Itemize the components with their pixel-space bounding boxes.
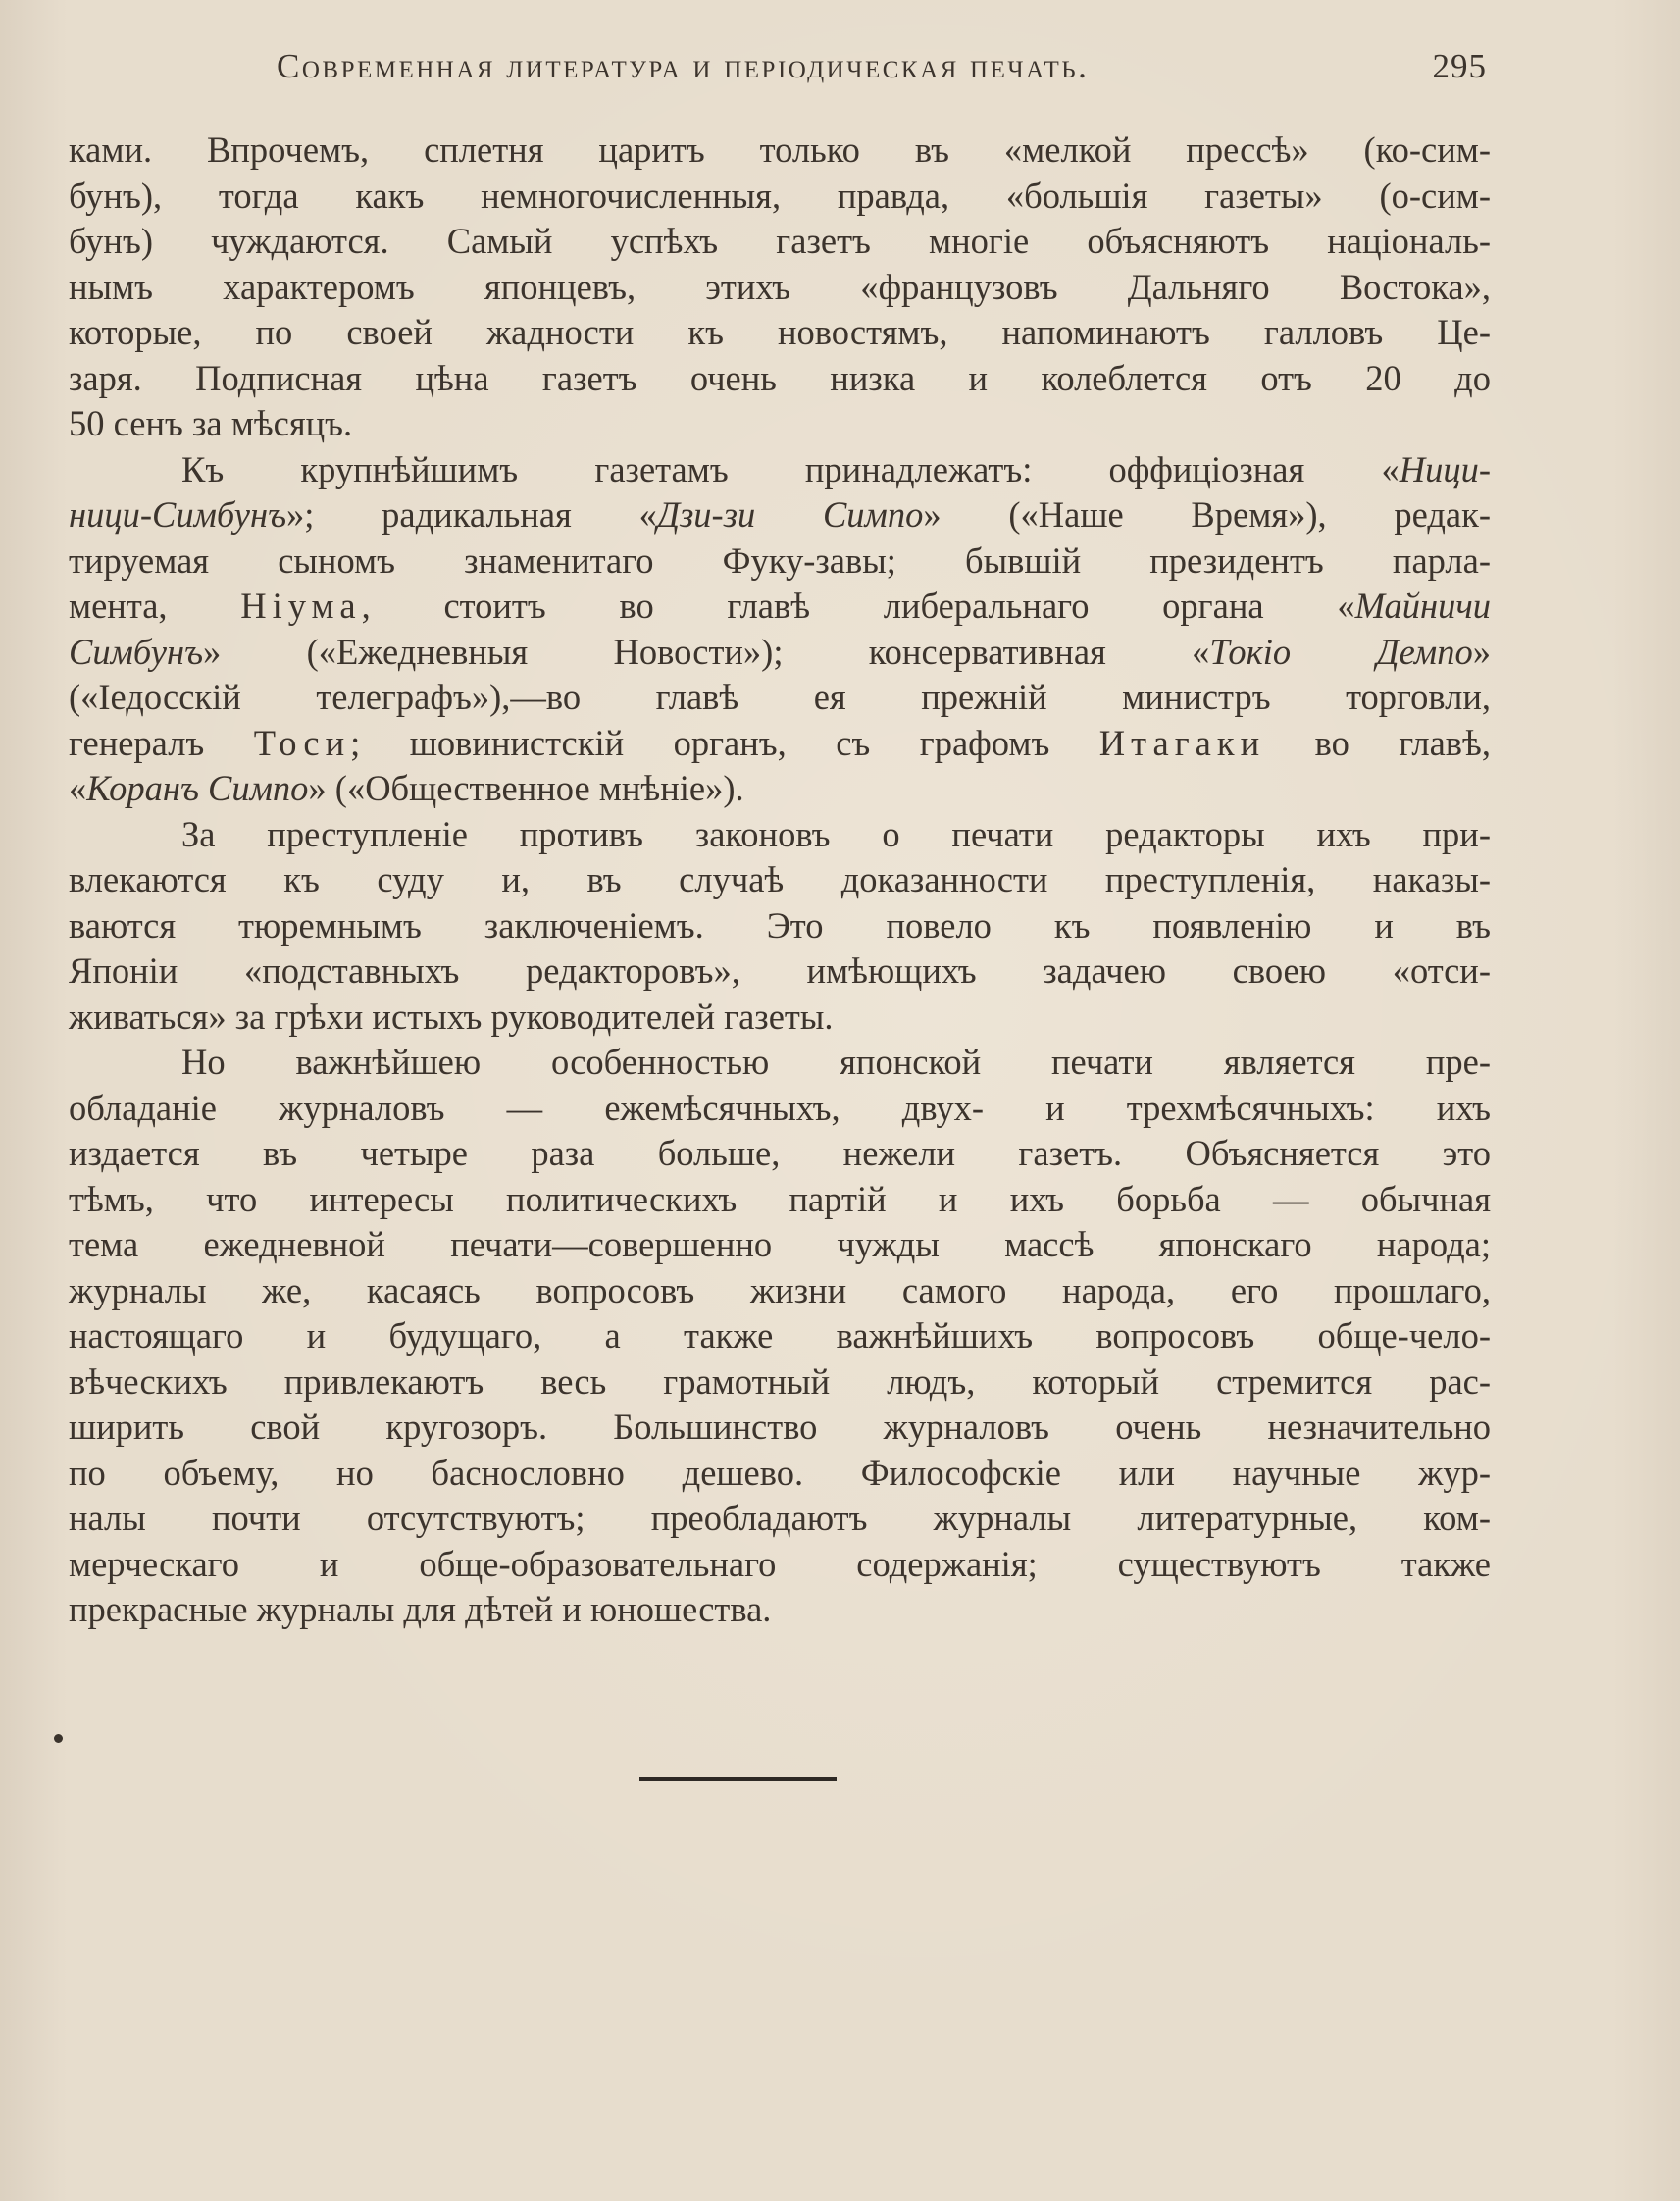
person-name: Ніума bbox=[240, 586, 362, 626]
text-line: генералъ Тоси; шовинистскій органъ, съ графомъ Итагаки во главѣ, bbox=[69, 722, 1491, 763]
text-line: тема ежедневной печати—совершенно чужды массѣ японскаго народа; bbox=[69, 1224, 1491, 1264]
person-name: Итагаки bbox=[1098, 722, 1266, 763]
text-line: влекаются къ суду и, въ случаѣ доказанности преступленія, наказы- bbox=[69, 859, 1491, 899]
text-line: «Коранъ Симпо» («Общественное мнѣніе»). bbox=[69, 768, 744, 808]
text-line: («Іедосскій телеграфъ»),—во главѣ ея прежній министръ торговли, bbox=[69, 677, 1491, 717]
text-line: тѣмъ, что интересы политическихъ партій и ихъ борьба — обычная bbox=[69, 1178, 1491, 1219]
ink-spot bbox=[54, 1734, 63, 1743]
paragraph bbox=[69, 447, 1491, 812]
text-line: Японіи «подставныхъ редакторовъ», имѣющихъ задачею своею «отси- bbox=[69, 950, 1491, 991]
newspaper-title: ници-Симбунъ bbox=[69, 494, 287, 535]
text-body bbox=[69, 128, 1491, 1633]
text-line: ками. Впрочемъ, сплетня царитъ только въ «мелкой прессѣ» (ко-сим- bbox=[69, 129, 1491, 170]
text-line: бунъ) чуждаются. Самый успѣхъ газетъ многіе объясняютъ національ- bbox=[69, 221, 1491, 261]
text-line: ширить свой кругозоръ. Большинство журналовъ очень незначительно bbox=[69, 1407, 1491, 1447]
text-line: бунъ), тогда какъ немногочисленныя, правда, «большія газеты» (о-сим- bbox=[69, 175, 1491, 216]
text-line: тируемая сыномъ знаменитаго Фуку-завы; бывшій президентъ парла- bbox=[69, 539, 1491, 581]
text-line: которые, по своей жадности къ новостямъ, напоминаютъ галловъ Це- bbox=[69, 312, 1491, 352]
newspaper-title: Майничи bbox=[1354, 586, 1491, 626]
text-line: журналы же, касаясь вопросовъ жизни самого народа, его прошлаго, bbox=[69, 1269, 1491, 1310]
text-line: издается въ четыре раза больше, нежели газетъ. Объясняется это bbox=[69, 1133, 1491, 1173]
text-line: налы почти отсутствуютъ; преобладаютъ журналы литературные, ком- bbox=[69, 1498, 1491, 1538]
text-line: мента, Ніума, стоитъ во главѣ либеральнаго органа «Майничи bbox=[69, 586, 1491, 626]
text-line: Симбунъ» («Ежедневныя Новости»); консервативная «Токіо Демпо» bbox=[69, 631, 1491, 672]
page-number: 295 bbox=[1432, 47, 1487, 85]
text-line: обладаніе журналовъ — ежемѣсячныхъ, двух- и трехмѣсячныхъ: ихъ bbox=[69, 1087, 1491, 1128]
newspaper-title: Дзи-зи Симпо bbox=[656, 494, 924, 535]
paragraph bbox=[69, 128, 1491, 447]
newspaper-title: Ници- bbox=[1399, 448, 1491, 489]
running-title: Современная литература и періодическая печать. bbox=[277, 47, 1090, 85]
paragraph bbox=[69, 812, 1491, 1041]
text-line: настоящаго и будущаго, а также важнѣйшихъ вопросовъ обще-чело- bbox=[69, 1315, 1491, 1356]
person-name: Тоси bbox=[253, 722, 351, 763]
newspaper-title: Коранъ Симпо bbox=[86, 768, 309, 808]
text-line: ници-Симбунъ»; радикальная «Дзи-зи Симпо» («Наше Время»), редак- bbox=[69, 494, 1492, 535]
newspaper-title: Симбунъ bbox=[69, 631, 204, 672]
text-line: прекрасные журналы для дѣтей и юношества. bbox=[69, 1589, 772, 1629]
text-line: вѣческихъ привлекаютъ весь грамотный людъ, который стремится рас- bbox=[69, 1360, 1491, 1402]
text-line: заря. Подписная цѣна газетъ очень низка и колеблется отъ 20 до bbox=[69, 357, 1491, 398]
text-line: Къ крупнѣйшимъ газетамъ принадлежатъ: оффиціозная «Ници- bbox=[181, 448, 1491, 489]
section-end-rule bbox=[639, 1777, 837, 1781]
text-line: 50 сенъ за мѣсяцъ. bbox=[69, 403, 353, 443]
text-line: мерческаго и обще-образовательнаго содержанія; существуютъ также bbox=[69, 1543, 1491, 1584]
text-line: по объему, но баснословно дешево. Философскіе или научные жур- bbox=[69, 1452, 1491, 1493]
text-line: ваются тюремнымъ заключеніемъ. Это повело къ появленію и въ bbox=[69, 904, 1491, 946]
text-line: Но важнѣйшею особенностью японской печати является пре- bbox=[181, 1042, 1491, 1082]
newspaper-title: Токіо Демпо bbox=[1209, 631, 1473, 672]
text-line: живаться» за грѣхи истыхъ руководителей газеты. bbox=[69, 996, 834, 1037]
paragraph bbox=[69, 1040, 1491, 1633]
text-line: За преступленіе противъ законовъ о печати редакторы ихъ при- bbox=[181, 813, 1491, 854]
running-head bbox=[277, 47, 1487, 94]
text-line: нымъ характеромъ японцевъ, этихъ «французовъ Дальняго Востока», bbox=[69, 266, 1491, 307]
